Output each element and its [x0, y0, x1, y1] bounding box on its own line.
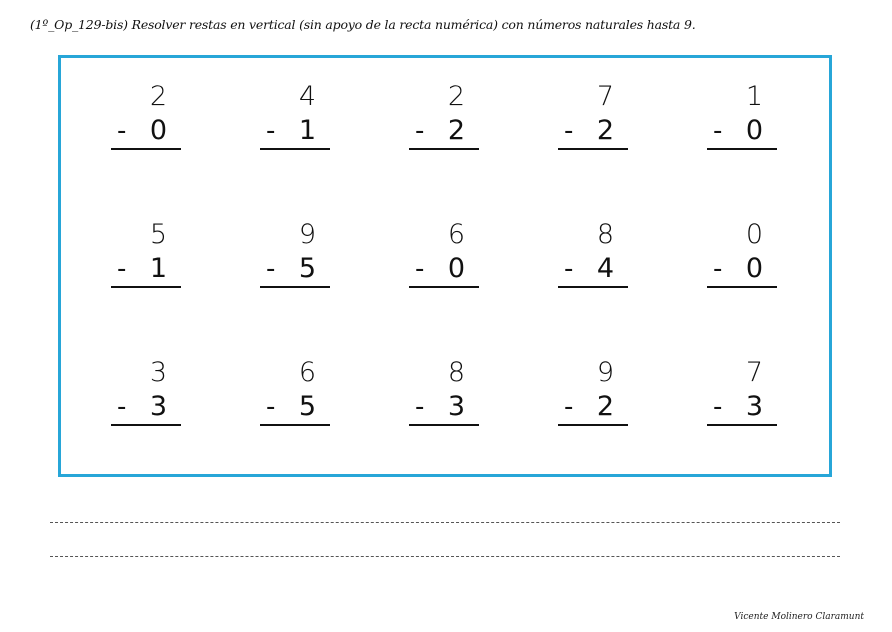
minuend: 6 — [447, 219, 465, 250]
minuend: 7 — [596, 81, 614, 112]
subtraction-problem — [403, 82, 483, 162]
answer-line — [707, 424, 777, 426]
minus-sign: - — [713, 392, 723, 422]
author-credit: Vicente Molinero Claramunt — [734, 612, 864, 622]
subtraction-problem — [254, 82, 334, 162]
subtraction-problem — [701, 358, 781, 438]
subtraction-problem — [701, 220, 781, 300]
minus-sign: - — [117, 254, 127, 284]
minuend: 9 — [298, 219, 316, 250]
minuend: 9 — [596, 357, 614, 388]
answer-line — [260, 286, 330, 288]
minus-sign: - — [266, 254, 276, 284]
subtrahend: 2 — [596, 391, 614, 422]
minus-sign: - — [266, 392, 276, 422]
subtrahend: 4 — [596, 253, 614, 284]
minus-sign: - — [564, 254, 574, 284]
subtrahend: 3 — [149, 391, 167, 422]
subtrahend: 0 — [149, 115, 167, 146]
subtraction-problem — [552, 220, 632, 300]
answer-line — [558, 424, 628, 426]
minuend: 6 — [298, 357, 316, 388]
subtraction-problem — [105, 358, 185, 438]
instructions-text: (1º_Op_129-bis) Resolver restas en vertical (sin apoyo de la recta numérica) con números naturales hasta 9. — [30, 17, 696, 32]
writing-line — [50, 522, 840, 523]
subtrahend: 0 — [447, 253, 465, 284]
minuend: 1 — [745, 81, 763, 112]
answer-line — [558, 148, 628, 150]
minus-sign: - — [415, 116, 425, 146]
minus-sign: - — [117, 116, 127, 146]
answer-line — [558, 286, 628, 288]
subtraction-problem — [552, 358, 632, 438]
subtraction-problem — [552, 82, 632, 162]
answer-line — [111, 424, 181, 426]
minus-sign: - — [564, 392, 574, 422]
minus-sign: - — [415, 254, 425, 284]
writing-line — [50, 556, 840, 557]
subtraction-problem — [403, 220, 483, 300]
answer-line — [260, 148, 330, 150]
subtrahend: 2 — [596, 115, 614, 146]
minuend: 7 — [745, 357, 763, 388]
answer-line — [409, 286, 479, 288]
subtrahend: 0 — [745, 253, 763, 284]
subtrahend: 1 — [149, 253, 167, 284]
subtraction-problem — [105, 82, 185, 162]
exercise-box — [58, 55, 832, 477]
subtrahend: 3 — [745, 391, 763, 422]
subtrahend: 2 — [447, 115, 465, 146]
minus-sign: - — [117, 392, 127, 422]
answer-line — [707, 148, 777, 150]
minus-sign: - — [713, 116, 723, 146]
minuend: 8 — [447, 357, 465, 388]
minus-sign: - — [266, 116, 276, 146]
subtrahend: 0 — [745, 115, 763, 146]
subtraction-problem — [105, 220, 185, 300]
minuend: 5 — [149, 219, 167, 250]
answer-line — [409, 424, 479, 426]
minuend: 8 — [596, 219, 614, 250]
minus-sign: - — [564, 116, 574, 146]
subtrahend: 5 — [298, 253, 316, 284]
answer-line — [409, 148, 479, 150]
subtraction-problem — [701, 82, 781, 162]
subtraction-problem — [403, 358, 483, 438]
minuend: 2 — [447, 81, 465, 112]
minus-sign: - — [713, 254, 723, 284]
minus-sign: - — [415, 392, 425, 422]
answer-line — [111, 148, 181, 150]
subtrahend: 3 — [447, 391, 465, 422]
minuend: 0 — [745, 219, 763, 250]
subtraction-problem — [254, 358, 334, 438]
minuend: 4 — [298, 81, 316, 112]
answer-line — [260, 424, 330, 426]
minuend: 2 — [149, 81, 167, 112]
minuend: 3 — [149, 357, 167, 388]
subtraction-problem — [254, 220, 334, 300]
subtrahend: 1 — [298, 115, 316, 146]
answer-line — [111, 286, 181, 288]
subtrahend: 5 — [298, 391, 316, 422]
answer-line — [707, 286, 777, 288]
